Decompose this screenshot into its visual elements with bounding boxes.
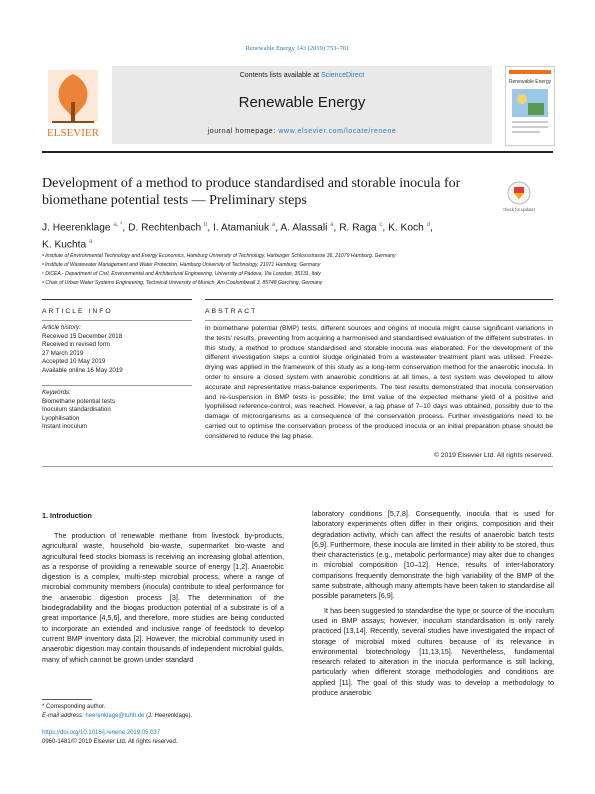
elsevier-logo [42,66,104,144]
divider [205,299,553,300]
author-affiliation-mark[interactable]: a [89,239,93,246]
author-list: J. Heerenklage $^{a, *}$, D. Rechtenbach $^b$, I. Atamaniuk $^a$, A. Alassali $^a$, R. Raga $^c$, K. Koch $^d$, K. Kuchta $^a$ [42,222,433,251]
email-suffix: (J. Heerenklage). [144,713,193,719]
header-rule [42,151,553,153]
author-affiliation-mark[interactable]: a [330,222,334,228]
author-name[interactable]: J. Heerenklage [42,222,111,234]
issn-line: 0960-1481/© 2019 Elsevier Ltd. All rights reserved. [42,739,178,745]
body-paragraph: It has been suggested to standardise the type or source of the inoculum used in BMP assays; however, inoculum standardisation is only rarely practiced [13,14]. Recently, several studies have investigated the impact of storage of microbial mixed cultures because of its relevance in environmental biotechnology [11,13,15]. Nevertheless, fundamental research related to alteration in the inocula performance is still lacking, particularly when different storage methodologies and conditions are applied [11]. The goal of this study was to develop a methodology to produce anaerobic [312,605,554,698]
doi-link[interactable]: https://doi.org/10.1016/j.renene.2019.05.037 [42,730,161,736]
article-title: Development of a method to produce standardised and storable inocula for biomethane potential tests — Preliminary steps [42,176,461,208]
crossmark-icon[interactable] [503,180,535,216]
footnote-rule [42,699,92,700]
affiliation-line: ᵃ Institute of Environmental Technology and Energy Economics, Hamburg University of Technology, Harburger Schlossstrasse 36, 21079 Hamburg, Germany [42,253,396,259]
body-column-left: The production of renewable methane from livestock by-products, agricultural waste, household bio-waste, supermarket bio-waste and agricultural feed stocks biomass is receiving an increasing global attention, as a response of providing a renewable source of energy [1,2]. Anaerobic digestion is a complex, multi-step microbial process, where a range of microbial community members (inocula) contribute to ideal performance for the anaerobic digestion process [3]. The determination of the biodegradability and the biogas production potential of a substrate is of a great importance [4,5,6], and therefore, more studies are being conducted to incorporate an extended and inclusive range of feedstock to develop current BMP inventory data [2]. However, the microbial community used in anaerobic digestion may contain thousands of independent microbial guilds, many of which cannot be grown under standard [42,531,284,664]
affiliation-line: ᵈ Chair of Urban Water Systems Engineering, Technical University of Munich, Am Coulombwall 3, 85748 Garching, Germany [42,280,323,286]
divider [42,466,553,467]
email-link[interactable]: heerenklage@tuhh.de [85,713,145,719]
author-name[interactable]: A. Alassali [280,222,328,234]
divider [42,320,192,321]
affiliation-line: ᵇ Institute of Wastewater Management and Water Protection, Hamburg University of Technology, 21071 Hamburg, Germany [42,262,321,268]
cover-title: Renewable Energy [508,79,552,85]
abstract-copyright: © 2019 Elsevier Ltd. All rights reserved. [433,452,553,459]
contents-prefix: Contents lists available at [239,72,322,79]
author-affiliation-mark[interactable]: d [426,222,430,228]
affiliations [42,252,552,288]
journal-name: Renewable Energy [238,94,366,111]
keyword: Biomethane potential tests [42,397,115,405]
abstract-text: In biomethane potential (BMP) tests, different sources and origins of inocula might cause significant variations in the tests' results, preventing from acquiring a harmonised and standardised evaluation of the different substrates. In this study, a method to produce standardised and storable inocula was elaborated. For the development of the different investigation steps a control sludge originated from a wastewater treatment plant was utilised. Freeze-drying was applied in the framework of this study as a long-term conservation method for the anaerobic inocula. In order to ensure a closed system with anaerobic conditions at all times, a test system was developed to allow accurate and representative mass-balance experiments. The test results demonstrated that inocula conservation and re-suspension in BMP tests is possible; the limit value of the expected methane yield of a positive and lyophilised reference-control, was reached. However, a lag phase of 7–10 days was obtained, possibly due to the damage of microorganisms as a consequence of the conservation process. Further investigations need to be carried out to optimise the conservation process of the produced inocula or an initial preparation phase should be considered to reduce the lag phase. [205,325,553,440]
author-name[interactable]: R. Raga [339,222,377,234]
article-history [42,324,192,375]
doi-block [42,729,282,747]
author-name[interactable]: K. Koch [388,222,424,234]
author-affiliation-mark[interactable]: a, * [113,222,123,228]
history-item: Received in revised form [42,341,111,348]
journal-cover-thumbnail[interactable] [505,66,555,146]
keyword: Lyophilisation [42,414,80,422]
homepage-link[interactable]: www.elsevier.com/locate/renene [278,128,397,135]
keywords-label: Keywords: [42,389,71,396]
author-affiliation-mark[interactable]: a [271,222,276,228]
journal-citation[interactable]: Renewable Energy 143 (2019) 753–761 [245,45,350,52]
email-label: E-mail address: [42,713,86,719]
body-paragraph: laboratory conditions [5,7,8]. Consequently, inocula that is used for laboratory experiments often differ in their origins, composition and their degradation activity, which can affect the results of anaerobic batch tests [6,9]. Furthermore, these inocula are limited in their ability to be stored, thus their characteristics (e.g., metabolic performance) may alter due to changes in microbial composition [10–12]. Hence, results of inter-laboratory comparisons frequently demonstrate the high variability of the BMP of the same substrate, although many attempts have been taken to standardise all possible parameters [6,9]. [312,509,554,601]
divider [205,320,553,321]
abstract-heading: ABSTRACT [205,308,258,315]
author-name[interactable]: K. Kuchta [42,239,87,251]
sciencedirect-link[interactable]: ScienceDirect [321,72,365,79]
footnote [42,703,282,721]
elsevier-wordmark: ELSEVIER [47,127,99,139]
body-column-right [312,509,554,698]
author-name[interactable]: D. Rechtenbach [128,222,202,234]
divider [42,299,192,300]
corresponding-author-note: * Corresponding author. [42,704,106,710]
history-item: Available online 16 May 2019 [42,366,123,374]
author-affiliation-mark[interactable]: c [379,222,383,228]
author-affiliation-mark[interactable]: b [203,222,208,228]
history-item: Accepted 10 May 2019 [42,358,106,365]
history-label: Article history: [42,324,81,331]
section-heading: 1. Introduction [42,511,92,520]
contents-line [112,72,492,79]
keywords [42,389,192,432]
homepage-prefix: journal homepage: [207,128,279,135]
email-line [42,712,282,721]
divider [42,385,192,386]
affiliation-line: ᶜ DICEA - Department of Civil, Environmental and Architectural Engineering, University of Padova, Via Loredan, 35131, Italy [42,271,321,277]
history-item: 27 March 2019 [42,349,84,357]
article-info-heading: ARTICLE INFO [42,308,113,315]
author-name[interactable]: I. Atamaniuk [212,222,270,234]
keyword: Instant inoculum [42,423,88,430]
history-item: Received 15 December 2018 [42,332,123,340]
journal-homepage [112,128,492,135]
keyword: Inoculum standardisation [42,406,111,413]
crossmark-label: Check for updates [503,207,535,212]
